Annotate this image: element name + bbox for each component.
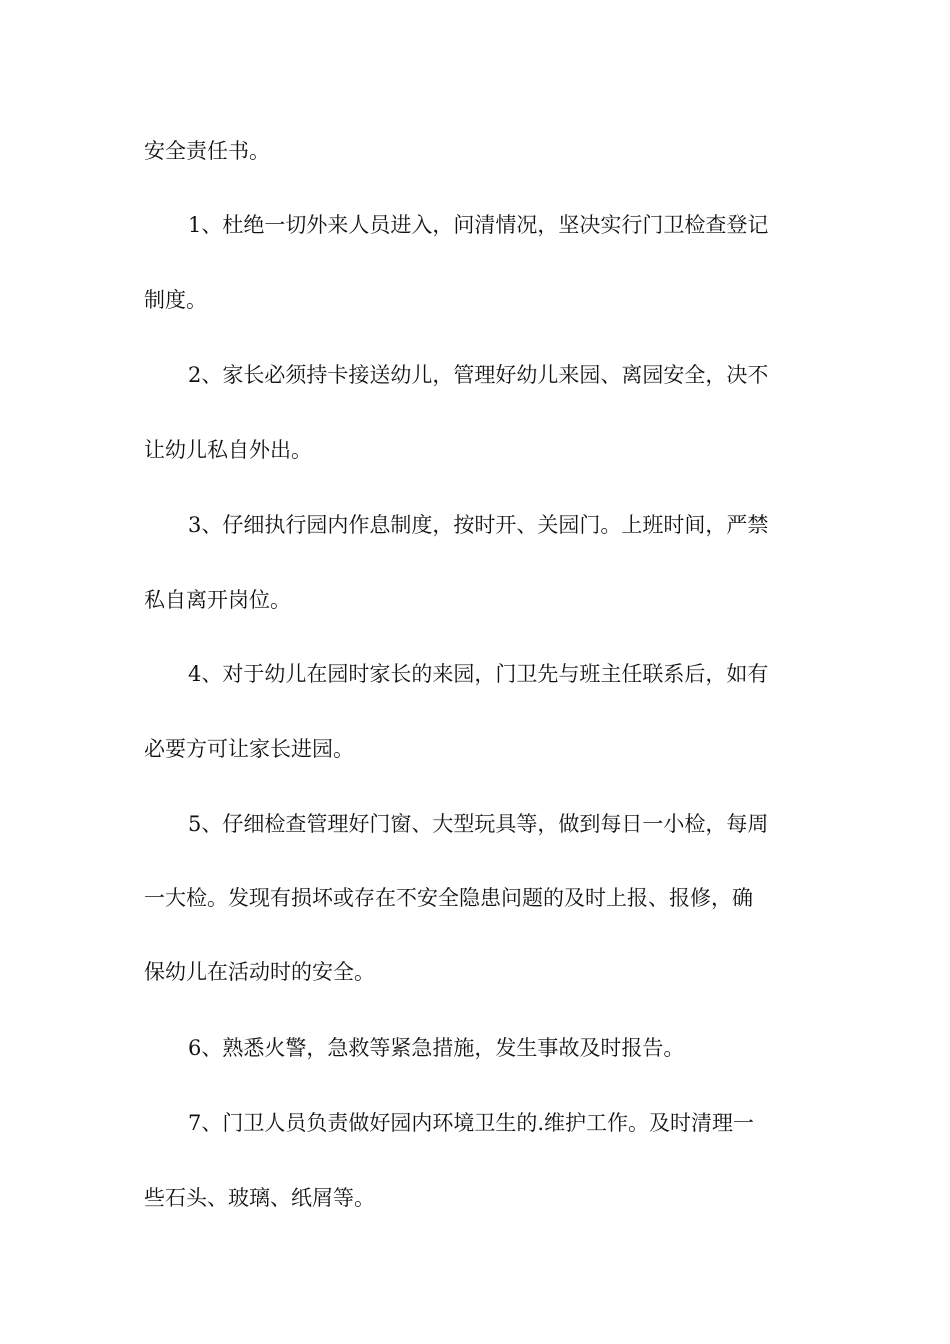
clause-1-line-2: 制度。 [144,288,207,312]
clause-5-line-3: 保幼儿在活动时的安全。 [144,960,375,984]
text-line: 安全责任书。 [144,139,270,163]
clause-2-line-2: 让幼儿私自外出。 [144,438,312,462]
clause-3-line-2: 私自离开岗位。 [144,588,291,612]
clause-6-line-1: 6、熟悉火警，急救等紧急措施，发生事故及时报告。 [188,1036,685,1060]
clause-5-line-2: 一大检。发现有损坏或存在不安全隐患问题的及时上报、报修，确 [144,886,753,910]
clause-7-line-2: 些石头、玻璃、纸屑等。 [144,1186,375,1210]
clause-5-line-1: 5、仔细检查管理好门窗、大型玩具等，做到每日一小检，每周 [188,812,769,836]
clause-3-line-1: 3、仔细执行园内作息制度，按时开、关园门。上班时间，严禁 [188,513,769,537]
clause-1-line-1: 1、杜绝一切外来人员进入，问清情况，坚决实行门卫检查登记 [188,213,769,237]
clause-2-line-1: 2、家长必须持卡接送幼儿，管理好幼儿来园、离园安全，决不 [188,363,769,387]
clause-4-line-2: 必要方可让家长进园。 [144,737,354,761]
clause-4-line-1: 4、对于幼儿在园时家长的来园，门卫先与班主任联系后，如有 [188,662,769,686]
clause-7-line-1: 7、门卫人员负责做好园内环境卫生的.维护工作。及时清理一 [188,1111,755,1135]
